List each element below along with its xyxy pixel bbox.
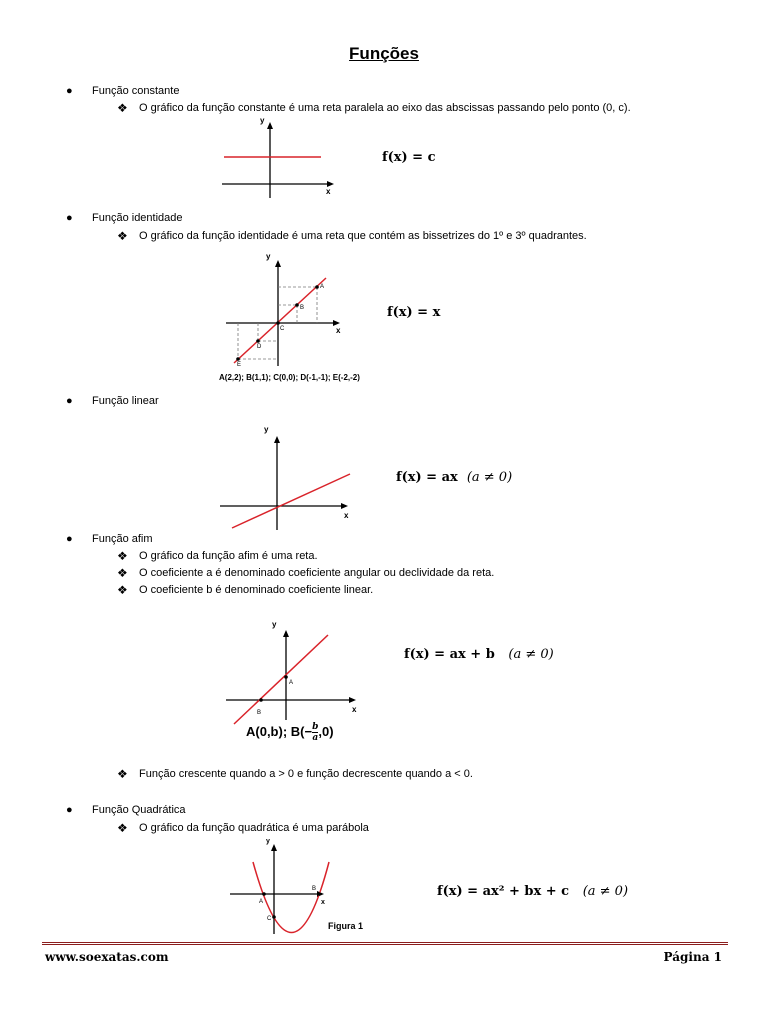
y-axis-label: y [272,620,277,629]
formula-identidade: f(x) = x [387,305,441,320]
point-c [276,321,280,325]
item-text: O coeficiente a é denominado coeficiente angular ou declividade da reta. [139,567,495,579]
list-item [117,549,318,563]
heading-text: Função afim [92,533,153,545]
affine-function-graph [224,618,364,728]
section-heading-linear [66,395,159,407]
formula-afim [404,647,554,662]
bullet-icon: ● [66,533,73,545]
list-item [117,821,369,835]
diamond-bullet-icon: ❖ [117,229,128,243]
bullet-icon: ● [66,395,73,407]
formula-text: f(x) = ax [396,470,458,485]
item-text: O coeficiente b é denominado coeficiente linear. [139,584,374,596]
point-e [236,357,240,361]
item-text: O gráfico da função identidade é uma reta que contém as bissetrizes do 1º e 3º quadrantes. [139,230,587,242]
identity-points-caption: A(2,2); B(1,1); C(0,0); D(-1,-1); E(-2,-2) [219,373,360,382]
affine-line [234,635,328,724]
bullet-icon: ● [66,804,73,816]
diamond-bullet-icon: ❖ [117,101,128,115]
formula-linear [396,470,512,485]
formula-condition: (a ≠ 0) [466,470,513,485]
y-axis-arrow-icon [267,122,273,129]
diamond-bullet-icon: ❖ [117,549,128,563]
fraction-denominator: a [312,733,319,743]
identity-line [234,278,326,363]
y-axis-arrow-icon [275,260,281,267]
y-axis-arrow-icon [283,630,289,637]
x-axis-arrow-icon [341,503,348,509]
formula-quadratica [437,884,628,899]
y-axis-arrow-icon [274,436,280,443]
point-label-b: B [312,886,317,892]
point-a [315,285,319,289]
formula-condition: (a ≠ 0) [582,884,629,899]
item-text: O gráfico da função afim é uma reta. [139,550,318,562]
point-d [256,339,260,343]
formula-constante: f(x) = c [382,150,436,165]
fraction-numerator: b [312,722,319,732]
section-heading-quadratica [66,804,186,816]
x-axis-arrow-icon [349,697,356,703]
point-label-a: A [259,899,264,905]
y-axis-label: y [264,425,269,434]
heading-text: Função Quadrática [92,804,186,816]
point-label-c: C [267,916,272,922]
identity-function-graph [222,248,352,373]
item-text: O gráfico da função quadrática é uma parábola [139,822,369,834]
page-title: Funções [349,44,419,63]
quadratic-function-graph [226,834,336,940]
formula-text: f(x) = ax + b [404,647,495,662]
x-axis-label: x [321,899,325,906]
point-label-d: D [257,344,262,350]
x-axis-label: x [352,705,357,714]
point-label-b: B [257,710,262,716]
x-axis-label: x [344,511,349,520]
bullet-icon: ● [66,212,73,224]
section-heading-constante [66,85,180,97]
y-axis-arrow-icon [271,844,277,851]
affine-points-caption [246,722,334,743]
diamond-bullet-icon: ❖ [117,821,128,835]
point-b [259,698,263,702]
list-item [117,101,631,115]
constant-function-graph [218,112,340,198]
list-item [117,767,473,781]
caption-suffix: ,0) [318,723,334,739]
point-c [272,915,276,919]
diamond-bullet-icon: ❖ [117,767,128,781]
point-a [262,892,266,896]
point-label-a: A [289,680,294,686]
list-item [117,229,587,243]
heading-text: Função identidade [92,212,183,224]
list-item [117,566,495,580]
footer-rule [42,942,728,945]
formula-condition: (a ≠ 0) [508,647,554,662]
footer-website: www.soexatas.com [45,950,169,964]
point-b [295,303,299,307]
item-text: Função crescente quando a > 0 e função decrescente quando a < 0. [139,768,473,780]
section-heading-afim [66,533,153,545]
point-b [317,892,321,896]
point-label-e: E [237,362,242,368]
point-label-b: B [300,305,305,311]
point-a [284,675,288,679]
linear-function-graph [218,420,358,532]
point-label-a: A [320,284,325,290]
item-text: O gráfico da função constante é uma reta paralela ao eixo das abscissas passando pelo ponto (0, c). [139,102,631,114]
diamond-bullet-icon: ❖ [117,566,128,580]
list-item [117,583,374,597]
formula-text: f(x) = ax² + bx + c [437,884,570,899]
section-heading-identidade [66,212,183,224]
x-axis-label: x [326,187,331,196]
x-axis-label: x [336,326,341,335]
diamond-bullet-icon: ❖ [117,583,128,597]
y-axis-label: y [260,116,265,125]
bullet-icon: ● [66,85,73,97]
linear-line [232,474,350,528]
parabola-curve [253,862,329,933]
y-axis-label: y [266,252,271,261]
footer-page-number: Página 1 [663,950,722,964]
heading-text: Função linear [92,395,159,407]
y-axis-label: y [266,838,270,845]
heading-text: Função constante [92,85,180,97]
point-label-c: C [280,326,285,332]
caption-prefix: A(0,b); B(− [246,723,313,739]
figure-label: Figura 1 [328,921,364,931]
